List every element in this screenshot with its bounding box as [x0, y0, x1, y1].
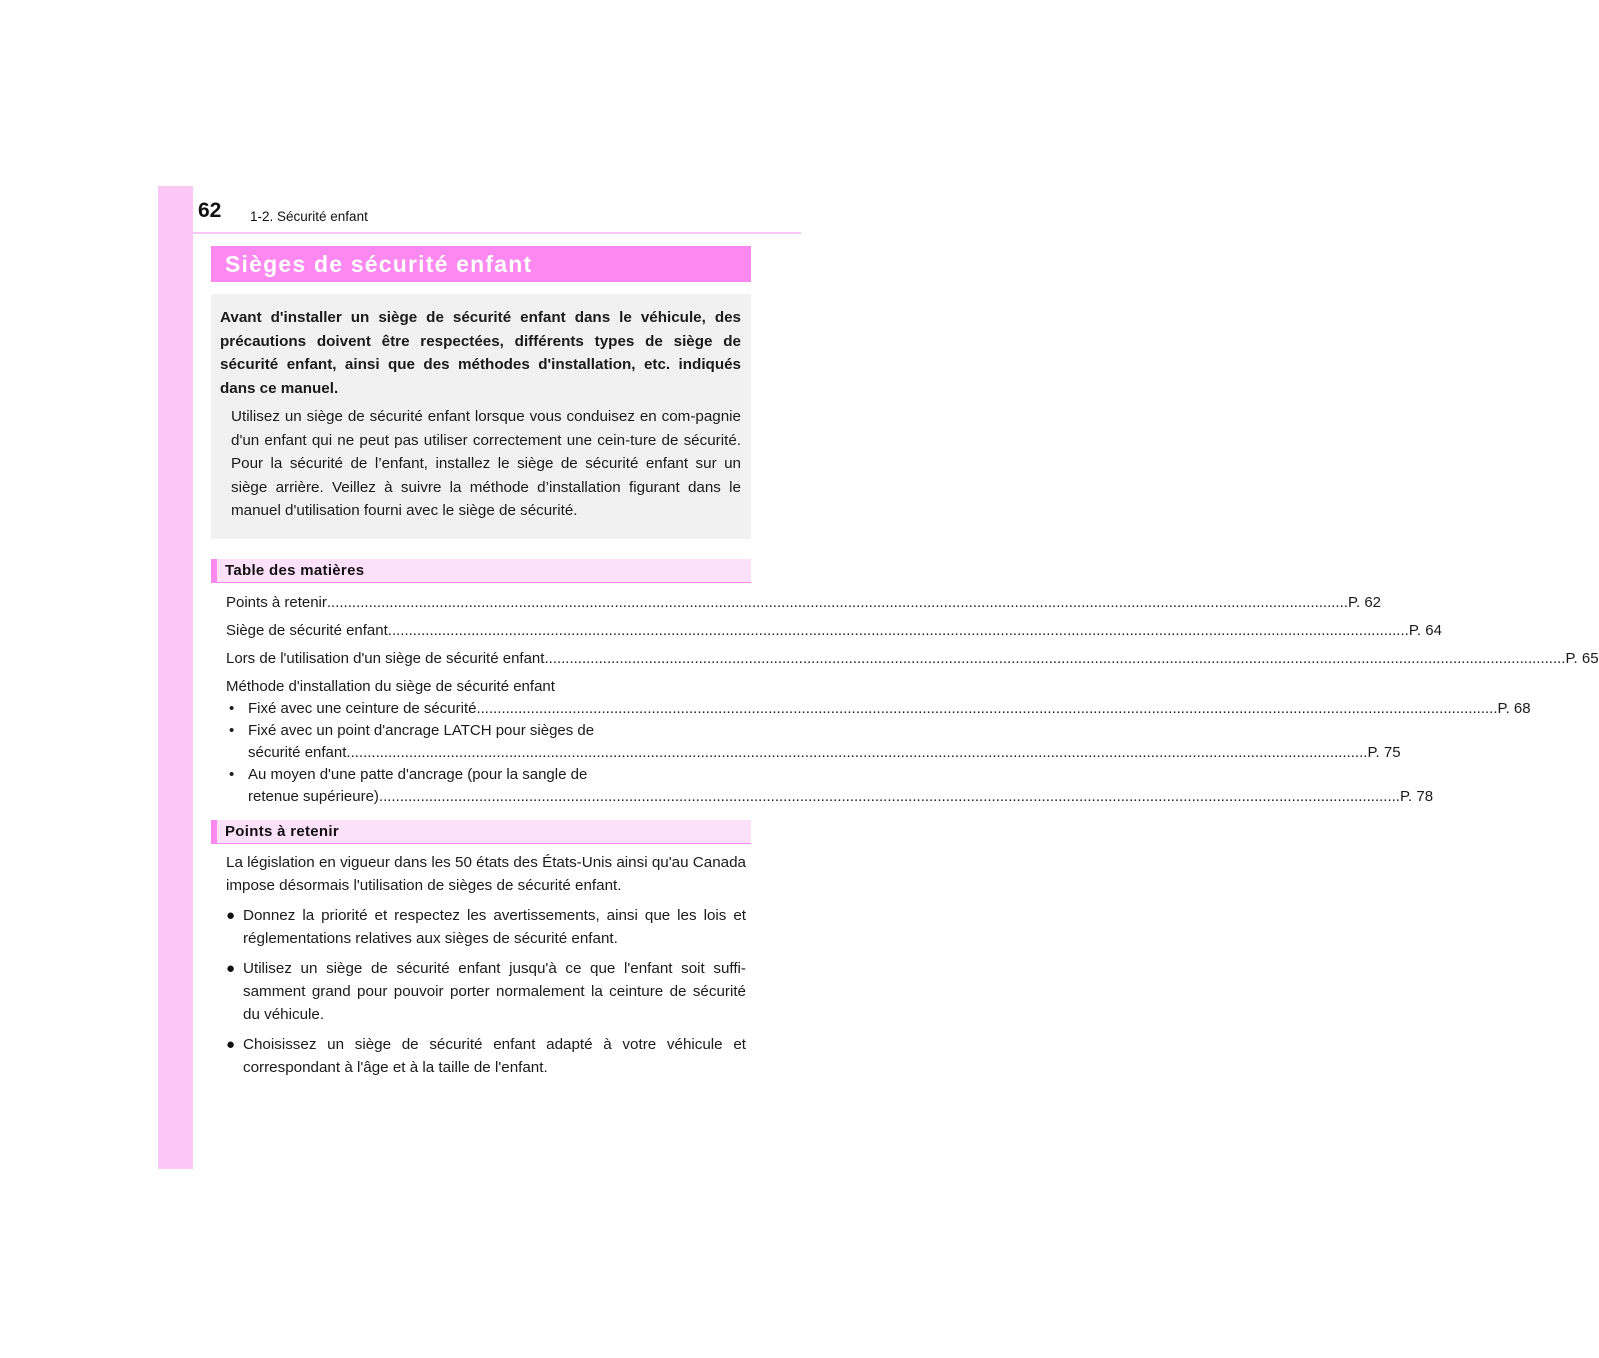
intro-lead: Avant d'installer un siège de sécurité enfant dans le véhicule, des précautions doivent être respectées, différents types de siège de sécurité enfant, ainsi que des méthodes d'installation, etc. indiqués dans ce manuel.: [220, 309, 741, 397]
intro-box: [211, 294, 751, 539]
toc-leader-dots: [327, 592, 1348, 614]
toc-entry-line: Au moyen d'une patte d'ancrage (pour la sangle de: [248, 766, 588, 783]
toc-entry-label: Lors de l'utilisation d'un siège de sécurité enfant: [226, 650, 545, 667]
toc-entry-label: retenue supérieure): [248, 788, 379, 805]
list-item-text: Choisissez un siège de sécurité enfant adapté à votre véhicule et correspondant à l'âge et à la taille de l'enfant.: [243, 1036, 746, 1076]
toc-entry-label: sécurité enfant: [248, 744, 347, 761]
points-body: [226, 851, 746, 1086]
chapter-sidebar-tab: [158, 186, 193, 1169]
toc-entry[interactable]: [226, 592, 1382, 614]
toc-entry[interactable]: [226, 648, 1599, 670]
page-title: Sièges de sécurité enfant: [225, 250, 533, 277]
toc-sub-row: [248, 786, 1433, 808]
toc-sub-entry[interactable]: [226, 720, 1401, 764]
points-heading-bar: [211, 820, 751, 844]
toc-bullet: •: [229, 766, 235, 783]
points-intro: La législation en vigueur dans les 50 états des États-Unis ainsi qu'au Canada impose désormais l'utilisation de sièges de sécurité enfant.: [226, 854, 746, 894]
toc-entry-label: Siège de sécurité enfant: [226, 622, 388, 639]
toc-entry-page: P. 68: [1497, 700, 1531, 717]
points-heading: Points à retenir: [225, 823, 339, 840]
toc-entry-page: P. 64: [1408, 622, 1442, 639]
toc-heading-bar: [211, 559, 751, 583]
toc-sub-row: [248, 698, 1531, 720]
toc-sub-row: [248, 742, 1401, 764]
toc-sub-entry[interactable]: [226, 698, 1531, 720]
toc-entry[interactable]: [226, 620, 1442, 642]
toc-entry-page: P. 65: [1565, 650, 1599, 667]
toc-leader-dots: [379, 786, 1400, 808]
toc-leader-dots: [476, 698, 1497, 720]
toc-bullet: •: [229, 700, 235, 717]
section-label: 1-2. Sécurité enfant: [250, 209, 368, 224]
toc-entry-line: Fixé avec un point d'ancrage LATCH pour sièges de: [248, 722, 595, 739]
toc-entry-page: P. 75: [1367, 744, 1401, 761]
toc-entry-page: P. 78: [1399, 788, 1434, 805]
toc-bullet: •: [229, 722, 235, 739]
toc-leader-dots: [388, 620, 1409, 642]
toc-sub-entry[interactable]: [226, 764, 1434, 808]
toc-entry-label: Points à retenir: [226, 594, 327, 611]
toc-leader-dots: [544, 648, 1565, 670]
intro-text: Utilisez un siège de sécurité enfant lorsque vous conduisez en com-pagnie d'un enfant qui ne peut pas utiliser correctement une cein-ture de sécurité. Pour la sécurité de l’enfant, installez le siège de sécurité enfant sur un siège arrière. Veillez à suivre la méthode d’installation figurant dans le manuel d'utilisation fourni avec le siège de sécurité.: [231, 408, 741, 519]
toc-entry-label: Fixé avec une ceinture de sécurité: [248, 700, 477, 717]
list-item: [226, 957, 746, 1026]
toc-leader-dots: [346, 742, 1367, 764]
header-rule: [158, 232, 801, 234]
bullet-icon: ●: [226, 907, 236, 924]
bullet-icon: ●: [226, 960, 236, 977]
list-item-text: Donnez la priorité et respectez les avertissements, ainsi que les lois et réglementations relatives aux sièges de sécurité enfant.: [243, 907, 746, 947]
list-item-text: Utilisez un siège de sécurité enfant jusqu'à ce que l'enfant soit suffi-samment grand pour pouvoir porter normalement la ceinture de sécurité du véhicule.: [243, 960, 746, 1023]
table-of-contents: [226, 592, 1599, 808]
toc-heading: Table des matières: [225, 562, 365, 579]
bullet-icon: ●: [226, 1036, 236, 1053]
page-number: 62: [198, 199, 222, 222]
toc-method-heading: Méthode d'installation du siège de sécurité enfant: [226, 678, 555, 695]
page-title-bar: [211, 246, 751, 282]
list-item: [226, 904, 746, 950]
toc-entry-page: P. 62: [1347, 594, 1382, 611]
list-item: [226, 1033, 746, 1079]
